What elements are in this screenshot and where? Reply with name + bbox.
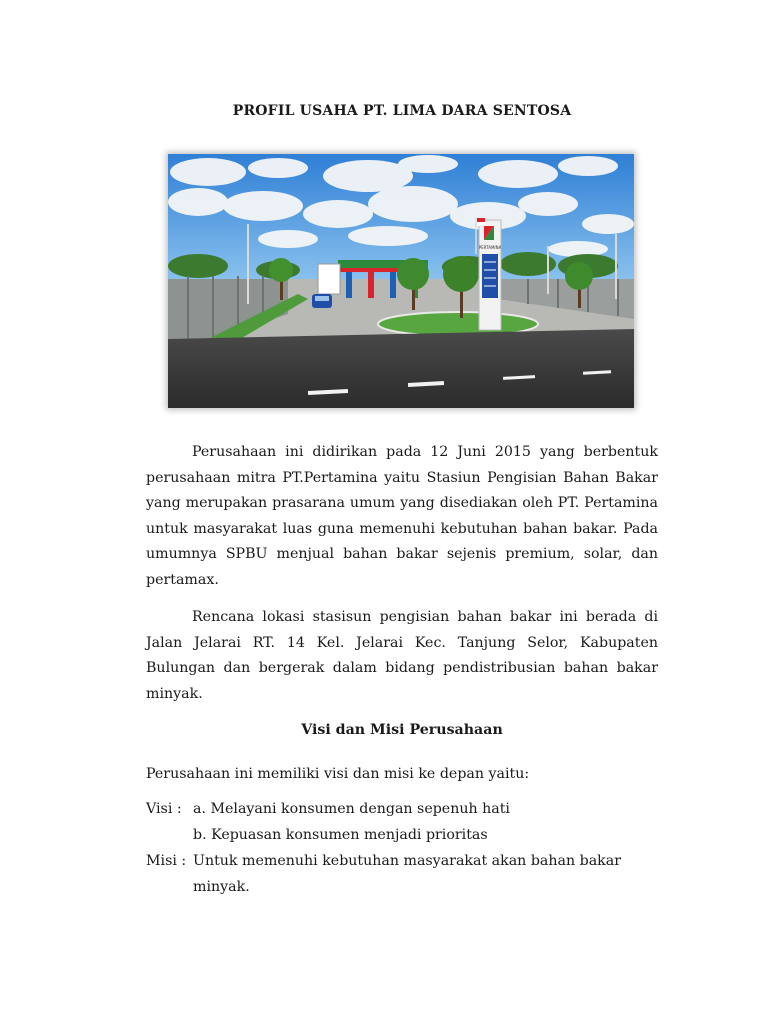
- vision-item-a-text: a. Melayani konsumen dengan sepenuh hati: [193, 801, 510, 817]
- vision-item-a: [146, 797, 510, 823]
- vision-label: Visi :: [146, 801, 182, 817]
- paragraph-location: Rencana lokasi stasisun pengisian bahan bakar ini berada di Jalan Jelarai RT. 14 Kel. Jelarai Kec. Tanjung Selor, Kabupaten Bulungan dan bergerak dalam bidang pendistribusian bahan bakar minyak.: [146, 609, 658, 702]
- section-heading-vision-mission: Visi dan Misi Perusahaan: [301, 722, 503, 738]
- paragraph-establishment: Perusahaan ini didirikan pada 12 Juni 2015 yang berbentuk perusahaan mitra PT.Pertamina yaitu Stasiun Pengisian Bahan Bakar yang merupakan prasarana umum yang disediakan oleh PT. Pertamina untuk masyarakat luas guna memenuhi kebutuhan bahan bakar. Pada umumnya SPBU menjual bahan bakar sejenis premium, solar, dan pertamax.: [146, 444, 658, 588]
- vision-mission-intro: Perusahaan ini memiliki visi dan misi ke depan yaitu:: [146, 766, 530, 782]
- signboard-brand: PERTAMINA: [478, 245, 502, 250]
- document-title: PROFIL USAHA PT. LIMA DARA SENTOSA: [232, 103, 572, 119]
- vision-item-b: b. Kepuasan konsumen menjadi prioritas: [193, 827, 488, 843]
- mission-text-line-2: minyak.: [193, 879, 250, 895]
- gas-station-illustration: [168, 154, 634, 408]
- mission-text-line-1: Untuk memenuhi kebutuhan masyarakat akan bahan bakar: [193, 853, 621, 869]
- mission-label: Misi :: [146, 853, 187, 869]
- mission-item: [146, 849, 621, 875]
